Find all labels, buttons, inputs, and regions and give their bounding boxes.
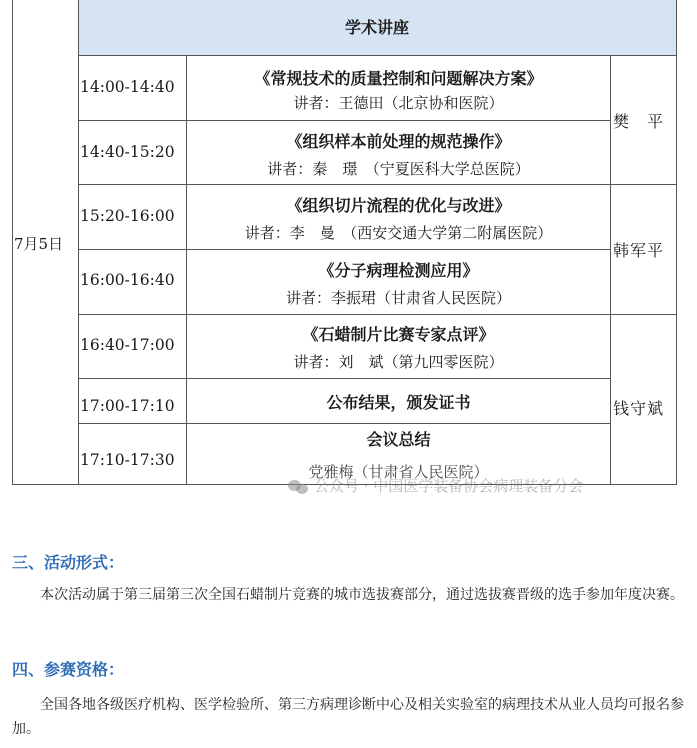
time-cell: 16:00-16:40 <box>80 271 175 289</box>
event-speaker: 党雅梅（甘肃省人民医院） <box>308 463 489 481</box>
lecture-title: 《组织样本前处理的规范操作》 <box>286 132 511 151</box>
event-title: 公布结果，颁发证书 <box>326 393 471 412</box>
lecture-speaker: 讲者：刘 斌（第九四零医院） <box>293 353 504 371</box>
lecture-title: 《分子病理检测应用》 <box>318 261 479 280</box>
section-paragraph: 本次活动属于第三届第三次全国石蜡制片竞赛的城市选拔赛部分，通过选拔赛晋级的选手参加年度决赛。 <box>40 587 684 603</box>
host-cell: 韩军平 <box>613 241 665 260</box>
host-cell: 钱守斌 <box>613 399 665 418</box>
schedule-table <box>12 0 676 485</box>
lecture-speaker: 讲者：李振珺（甘肃省人民医院） <box>285 289 511 307</box>
time-cell: 15:20-16:00 <box>80 207 175 225</box>
wechat-icon <box>288 478 310 494</box>
time-cell: 14:00-14:40 <box>80 78 175 96</box>
lecture-speaker: 讲者：秦 璟 （宁夏医科大学总医院） <box>267 160 530 178</box>
lecture-title: 《石蜡制片比赛专家点评》 <box>302 325 495 344</box>
lecture-speaker: 讲者：王德田（北京协和医院） <box>293 94 504 112</box>
event-title: 会议总结 <box>366 430 431 449</box>
host-cell: 樊 平 <box>613 112 665 131</box>
watermark <box>288 475 583 496</box>
section-heading: 三、活动形式： <box>12 553 125 572</box>
time-cell: 14:40-15:20 <box>80 143 175 161</box>
watermark-text: 公众号 · 中国医学装备协会病理装备分会 <box>314 477 584 495</box>
date-cell: 7月5日 <box>14 235 64 253</box>
lecture-title: 《常规技术的质量控制和问题解决方案》 <box>254 69 543 88</box>
section-paragraph: 全国各地各级医疗机构、医学检验所、第三方病理诊断中心及相关实验室的病理技术从业人员均可报名参加。 <box>12 697 684 737</box>
time-cell: 17:00-17:10 <box>80 397 175 415</box>
lecture-title: 《组织切片流程的优化与改进》 <box>286 196 511 215</box>
section-heading: 四、参赛资格： <box>12 660 125 679</box>
lecture-speaker: 讲者：李 曼 （西安交通大学第二附属医院） <box>244 224 553 242</box>
time-cell: 17:10-17:30 <box>80 451 175 469</box>
table-header-title: 学术讲座 <box>344 18 409 37</box>
time-cell: 16:40-17:00 <box>80 336 175 354</box>
